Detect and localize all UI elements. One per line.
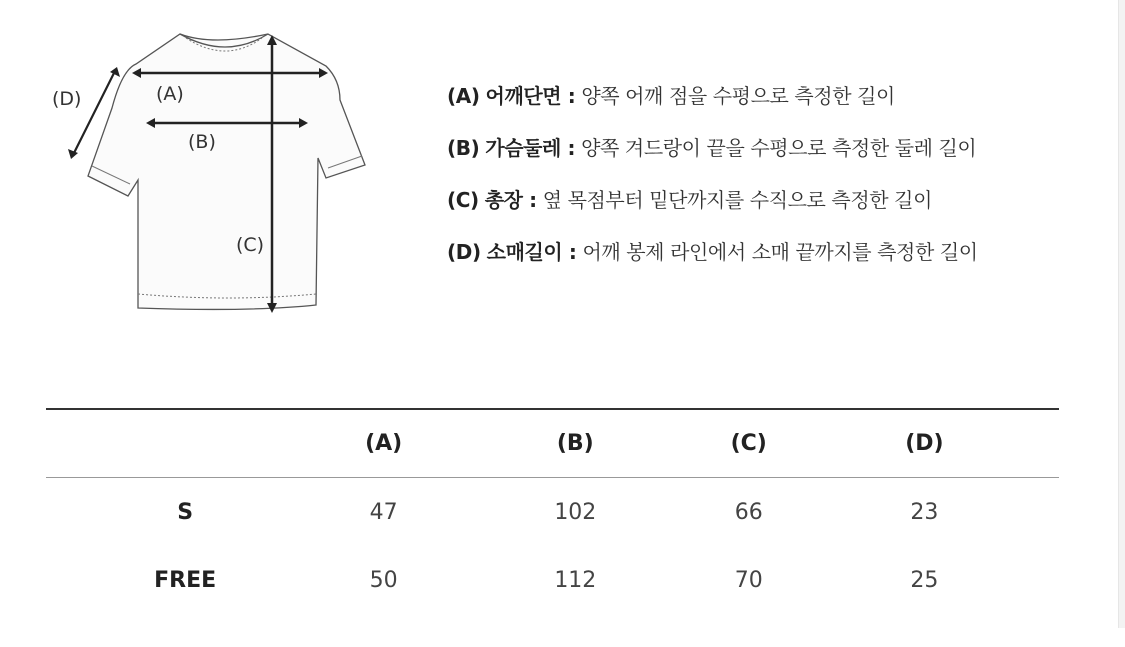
measurement-definitions [447, 78, 1087, 286]
diagram-label-b: (B) [188, 131, 216, 153]
definition-key: (A) [447, 84, 480, 108]
cell-b: 102 [554, 499, 597, 525]
diagram-label-c: (C) [236, 234, 265, 256]
table-row [46, 478, 1059, 546]
row-size-label: FREE [154, 567, 217, 593]
cell-a: 50 [369, 567, 398, 593]
tshirt-measurement-diagram [40, 20, 390, 330]
definition-name: 가슴둘레 : [485, 136, 576, 160]
tshirt-illustration [40, 20, 390, 330]
cell-b: 112 [554, 567, 597, 593]
definition-row [447, 182, 1087, 234]
table-row [46, 546, 1059, 614]
header-cell-c: (C) [730, 431, 767, 456]
size-table [46, 408, 1059, 614]
definition-name: 어깨단면 : [485, 84, 576, 108]
diagram-label-a: (A) [156, 83, 184, 105]
cell-a: 47 [369, 499, 398, 525]
table-header-row [46, 410, 1059, 477]
definition-text: 옆 목점부터 밑단까지를 수직으로 측정한 길이 [542, 188, 932, 212]
definition-text: 어깨 봉제 라인에서 소매 끝까지를 측정한 길이 [582, 240, 978, 264]
header-cell-d: (D) [905, 431, 944, 456]
definition-key: (D) [447, 240, 481, 264]
definition-text: 양쪽 겨드랑이 끝을 수평으로 측정한 둘레 길이 [581, 136, 977, 160]
diagram-label-d: (D) [52, 88, 82, 110]
definition-name: 총장 : [484, 188, 537, 212]
definition-text: 양쪽 어깨 점을 수평으로 측정한 길이 [581, 84, 895, 108]
cell-c: 70 [734, 567, 763, 593]
header-cell-b: (B) [556, 431, 594, 456]
definition-row [447, 234, 1087, 286]
cell-d: 25 [910, 567, 939, 593]
scrollbar-track[interactable] [1118, 0, 1125, 628]
definition-name: 소매길이 : [486, 240, 577, 264]
definition-row [447, 78, 1087, 130]
row-size-label: S [177, 499, 194, 525]
definition-key: (C) [447, 188, 479, 212]
cell-c: 66 [734, 499, 763, 525]
definition-row [447, 130, 1087, 182]
cell-d: 23 [910, 499, 939, 525]
header-cell-a: (A) [365, 431, 403, 456]
definition-key: (B) [447, 136, 480, 160]
